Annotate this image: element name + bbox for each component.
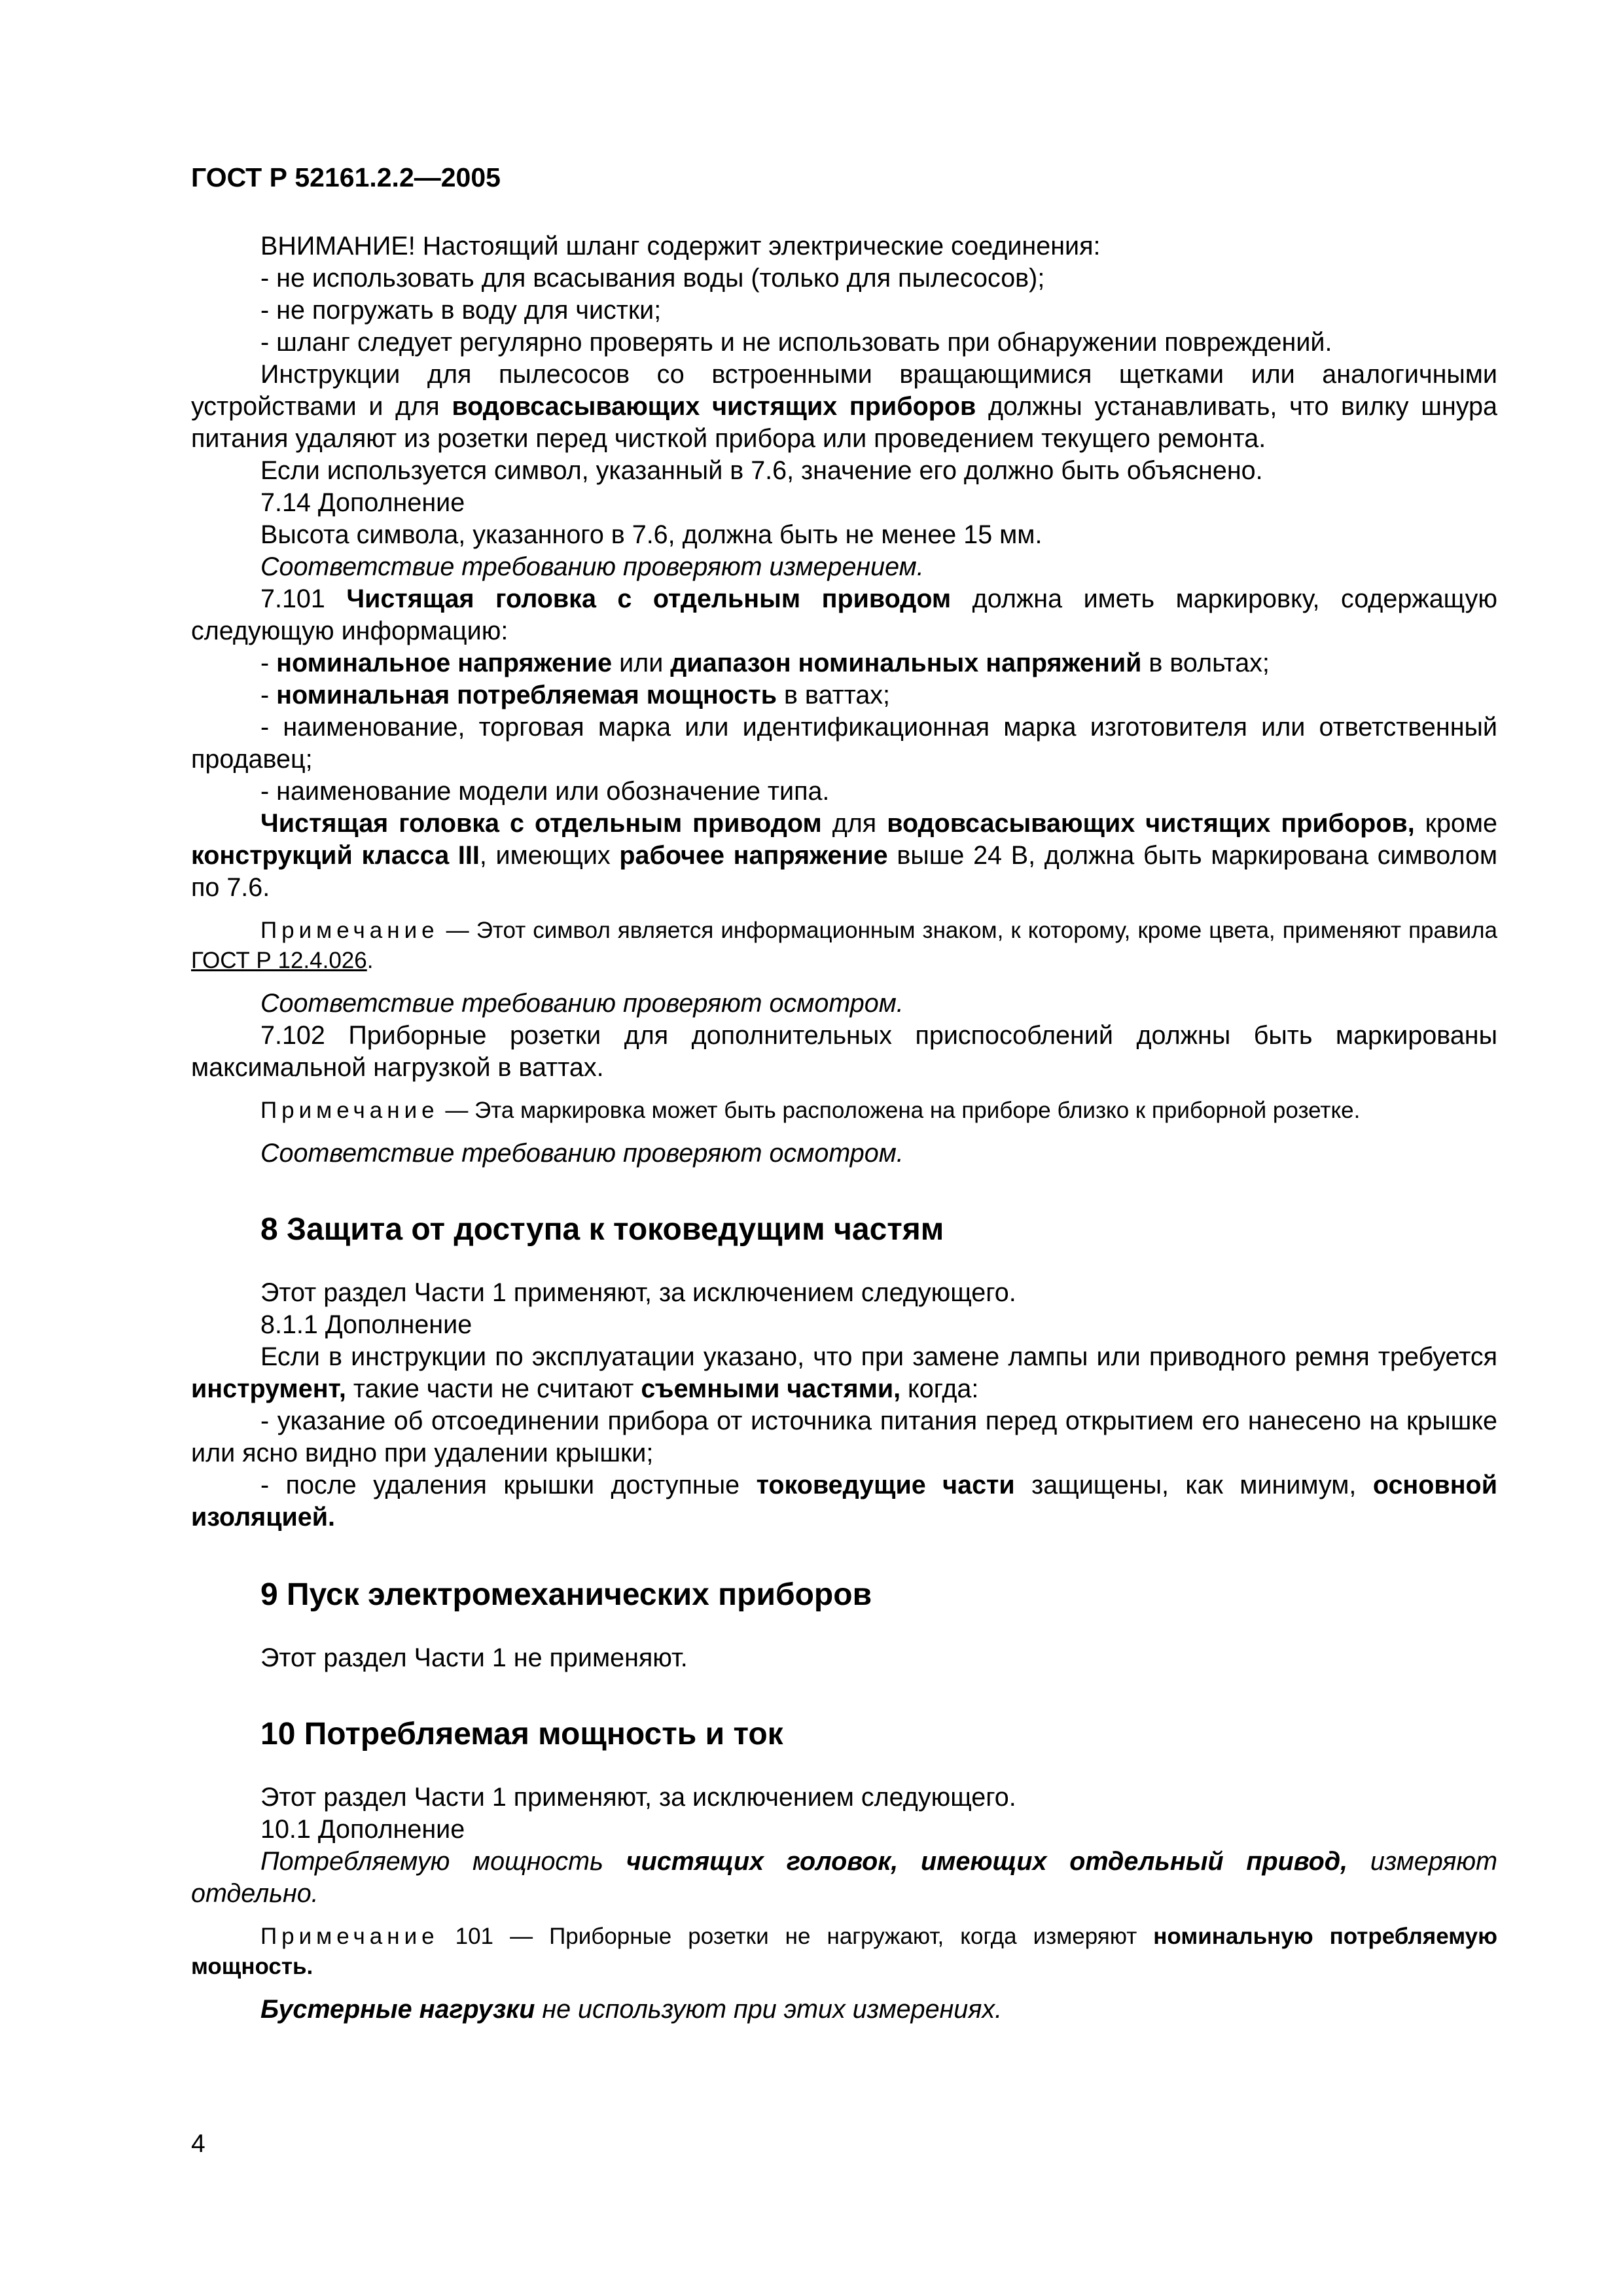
clause-title: 8.1.1 Дополнение xyxy=(260,1310,473,1339)
note: Примечание — Эта маркировка может быть расположена на приборе близко к приборной розетке. xyxy=(260,1098,1361,1123)
term: съемными частями, xyxy=(641,1374,901,1403)
paragraph: Этот раздел Части 1 применяют, за исключением следующего. xyxy=(260,1783,1016,1812)
list-item: - номинальная потребляемая мощность в ваттах; xyxy=(260,681,891,709)
clause-title: 7.14 Дополнение xyxy=(260,488,465,517)
term: номинальную потребляемую мощность. xyxy=(191,1924,1497,1979)
list-item: - после удаления крышки доступные токоведущие части защищены, как минимум, основной изоляцией. xyxy=(191,1471,1497,1532)
paragraph: Если используется символ, указанный в 7.6, значение его должно быть объяснено. xyxy=(260,456,1263,485)
list-item: - номинальное напряжение или диапазон номинальных напряжений в вольтах; xyxy=(260,649,1270,677)
paragraph: Инструкции для пылесосов со встроенными вращающимися щетками или аналогичными устройствами и для водовсасывающих чистящих приборов должны устанавливать, что вилку шнура питания удаляют из розетки перед чисткой прибора или проведением текущего ремонта. xyxy=(191,360,1497,453)
note-label: Примечание xyxy=(260,1924,439,1949)
term: номинальное напряжение xyxy=(276,649,613,677)
paragraph: Бустерные нагрузки не используют при этих измерениях. xyxy=(260,1995,1003,2024)
list-item: - не погружать в воду для чистки; xyxy=(260,296,662,325)
term: инструмент, xyxy=(191,1374,346,1403)
page-number: 4 xyxy=(191,2130,205,2158)
paragraph: Чистящая головка с отдельным приводом для водовсасывающих чистящих приборов, кроме конструкций класса III, имеющих рабочее напряжение выше 24 В, должна быть маркирована символом по 7.6. xyxy=(191,809,1498,902)
term: диапазон номинальных напряжений xyxy=(670,649,1142,677)
paragraph: 7.102 Приборные розетки для дополнительных приспособлений должны быть маркированы максимальной нагрузкой в ваттах. xyxy=(191,1021,1497,1082)
term: конструкций класса III xyxy=(191,841,480,870)
term: Бустерные нагрузки xyxy=(260,1995,535,2024)
warning-line: ВНИМАНИЕ! Настоящий шланг содержит электрические соединения: xyxy=(260,232,1101,260)
compliance-line: Соответствие требованию проверяют осмотром. xyxy=(260,989,904,1018)
section-heading-9: 9 Пуск электромеханических приборов xyxy=(260,1577,872,1612)
term: Чистящая головка с отдельным приводом xyxy=(346,584,952,613)
term: Чистящая головка с отдельным приводом xyxy=(260,809,822,838)
compliance-line: Соответствие требованию проверяют измерением. xyxy=(260,552,924,581)
paragraph: Этот раздел Части 1 не применяют. xyxy=(260,1643,688,1672)
paragraph: Высота символа, указанного в 7.6, должна быть не менее 15 мм. xyxy=(260,520,1043,549)
term: водовсасывающих чистящих приборов, xyxy=(887,809,1415,838)
term: рабочее напряжение xyxy=(619,841,888,870)
note: Примечание 101 — Приборные розетки не нагружают, когда измеряют номинальную потребляемую мощность. xyxy=(191,1924,1497,1979)
term: чистящих головок, имеющих отдельный привод, xyxy=(626,1847,1348,1876)
term: токоведущие части xyxy=(756,1471,1015,1499)
list-item: - наименование, торговая марка или идентификационная марка изготовителя или ответственный продавец; xyxy=(191,713,1497,774)
standard-link[interactable]: ГОСТ Р 12.4.026 xyxy=(191,948,367,973)
section-heading-10: 10 Потребляемая мощность и ток xyxy=(260,1717,783,1751)
paragraph: 7.101 Чистящая головка с отдельным приводом должна иметь маркировку, содержащую следующую информацию: xyxy=(191,584,1498,645)
term: водовсасывающих чистящих приборов xyxy=(452,392,976,421)
document-code: ГОСТ Р 52161.2.2—2005 xyxy=(191,162,501,192)
compliance-line: Соответствие требованию проверяют осмотром. xyxy=(260,1139,904,1168)
paragraph: Потребляемую мощность чистящих головок, имеющих отдельный привод, измеряют отдельно. xyxy=(191,1847,1497,1908)
document-body xyxy=(191,230,1497,2026)
list-item: - наименование модели или обозначение типа. xyxy=(260,777,830,806)
paragraph: Этот раздел Части 1 применяют, за исключением следующего. xyxy=(260,1278,1016,1307)
list-item: - указание об отсоединении прибора от источника питания перед открытием его нанесено на крышке или ясно видно при удалении крышки; xyxy=(191,1407,1497,1467)
term: номинальная потребляемая мощность xyxy=(276,681,777,709)
list-item: - не использовать для всасывания воды (только для пылесосов); xyxy=(260,264,1045,293)
section-heading-8: 8 Защита от доступа к токоведущим частям xyxy=(260,1212,944,1247)
note: Примечание — Этот символ является информационным знаком, к которому, кроме цвета, применяют правила ГОСТ Р 12.4.026. xyxy=(191,918,1497,973)
note-label: Примечание xyxy=(260,918,439,943)
clause-title: 10.1 Дополнение xyxy=(260,1815,465,1844)
paragraph: Если в инструкции по эксплуатации указано, что при замене лампы или приводного ремня требуется инструмент, такие части не считают съемными частями, когда: xyxy=(191,1342,1497,1403)
term: основной изоляцией. xyxy=(191,1471,1497,1532)
note-label: Примечание xyxy=(260,1098,439,1123)
list-item: - шланг следует регулярно проверять и не использовать при обнаружении повреждений. xyxy=(260,328,1332,357)
